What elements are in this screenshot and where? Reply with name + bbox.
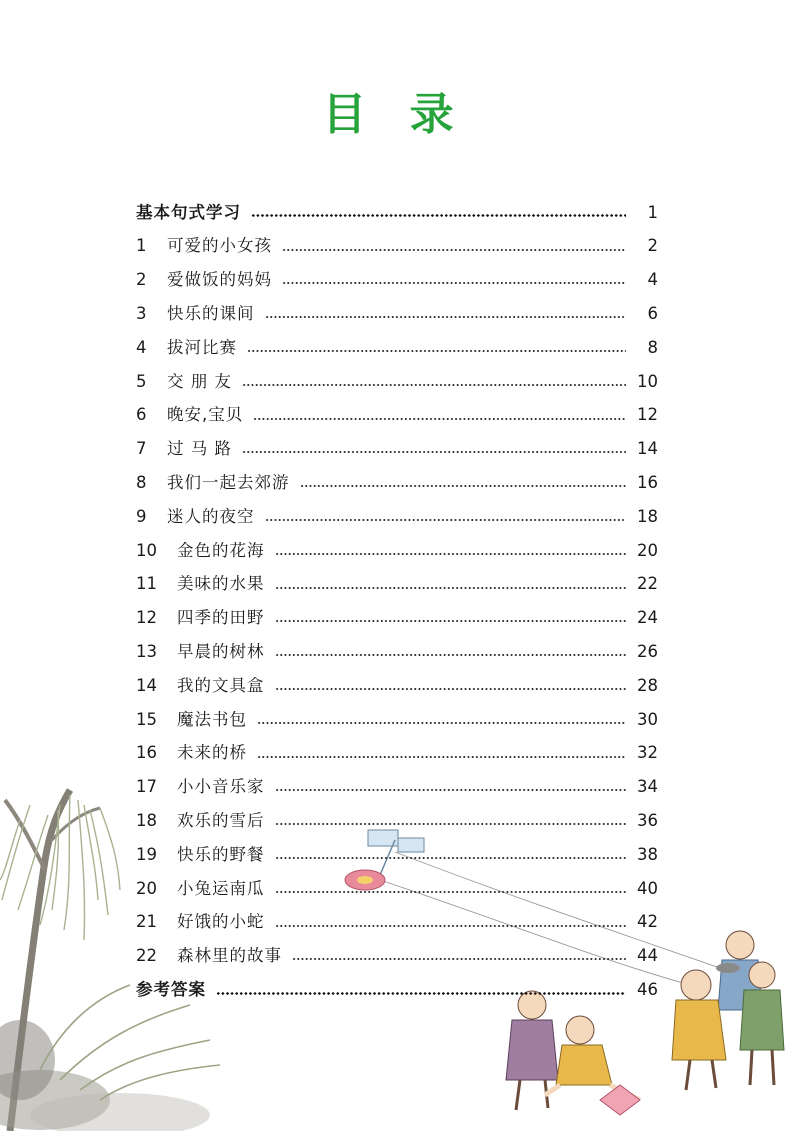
- leader-dots: [275, 789, 627, 791]
- toc-page-number: 32: [637, 743, 658, 763]
- toc-page-number: 40: [637, 878, 658, 898]
- toc-row[interactable]: [136, 568, 658, 602]
- leader-dots: [275, 857, 627, 859]
- toc-label: 魔法书包: [177, 709, 247, 729]
- toc-page-number: 1: [647, 202, 658, 222]
- toc-page-number: 44: [637, 946, 658, 966]
- toc-row[interactable]: [136, 940, 658, 974]
- toc-page-number: 30: [637, 709, 658, 729]
- leader-dots: [275, 891, 627, 893]
- toc-number: 7: [136, 439, 147, 459]
- toc-number: 6: [136, 405, 147, 425]
- toc-label: 我的文具盒: [177, 675, 265, 695]
- toc-row[interactable]: [136, 297, 658, 331]
- toc-number: 19: [136, 844, 157, 864]
- toc-label: 好饿的小蛇: [177, 912, 265, 932]
- toc-row[interactable]: [136, 906, 658, 940]
- toc-number: 10: [136, 540, 157, 560]
- toc-label: 早晨的树林: [177, 642, 265, 661]
- page-title: 目 录: [322, 89, 468, 140]
- toc-page-number: 36: [637, 810, 658, 830]
- toc-row[interactable]: [136, 771, 658, 805]
- toc-number: 3: [136, 304, 147, 324]
- toc-row[interactable]: [136, 196, 658, 230]
- toc-page-number: 12: [637, 405, 658, 425]
- toc-row[interactable]: [136, 703, 658, 737]
- toc-row[interactable]: [136, 433, 658, 467]
- toc-row[interactable]: [136, 602, 658, 636]
- toc-page-number: 6: [647, 304, 658, 324]
- leader-dots: [282, 249, 626, 251]
- leader-dots: [247, 350, 626, 352]
- toc-row[interactable]: [136, 838, 658, 872]
- toc-label: 小小音乐家: [177, 777, 265, 797]
- toc-label: 拔河比赛: [167, 337, 237, 357]
- toc-page-number: 16: [637, 473, 658, 493]
- toc-label: 四季的田野: [177, 608, 265, 628]
- toc-label: 未来的桥: [177, 743, 247, 763]
- toc-row[interactable]: [136, 804, 658, 838]
- toc-number: 11: [136, 574, 157, 594]
- toc-row[interactable]: [136, 399, 658, 433]
- leader-dots: [242, 384, 626, 386]
- toc-number: 22: [136, 946, 157, 966]
- toc-row[interactable]: [136, 635, 658, 669]
- leader-dots: [257, 756, 626, 758]
- toc-number: 13: [136, 642, 157, 661]
- leader-dots: [292, 958, 626, 960]
- leader-dots: [282, 282, 626, 284]
- toc-label: 基本句式学习: [136, 202, 241, 222]
- toc-label: 交 朋 友: [167, 371, 232, 391]
- toc-label: 参考答案: [136, 979, 206, 999]
- leader-dots: [275, 587, 627, 589]
- leader-dots: [265, 519, 627, 521]
- toc-row[interactable]: [136, 331, 658, 365]
- leader-dots: [275, 654, 627, 656]
- leader-dots: [216, 992, 626, 995]
- toc-row[interactable]: [136, 872, 658, 906]
- leader-dots: [275, 823, 627, 825]
- toc-number: 17: [136, 777, 157, 797]
- toc-number: 1: [136, 236, 147, 256]
- leader-dots: [300, 485, 627, 487]
- toc-number: 15: [136, 709, 157, 729]
- toc-number: 12: [136, 608, 157, 628]
- toc-row[interactable]: [136, 500, 658, 534]
- table-of-contents: [136, 196, 658, 1007]
- toc-page-number: 28: [637, 675, 658, 695]
- toc-page-number: 38: [637, 844, 658, 864]
- toc-number: 9: [136, 506, 147, 526]
- toc-label: 迷人的夜空: [167, 506, 255, 526]
- toc-number: 2: [136, 270, 147, 290]
- toc-row[interactable]: [136, 264, 658, 298]
- toc-label: 小兔运南瓜: [177, 878, 265, 898]
- leader-dots: [257, 722, 626, 724]
- toc-page-number: 10: [637, 371, 658, 391]
- toc-page-number: 2: [647, 236, 658, 256]
- toc-page-number: 26: [637, 642, 658, 661]
- toc-page-number: 24: [637, 608, 658, 628]
- toc-label: 我们一起去郊游: [167, 473, 290, 493]
- toc-label: 快乐的课间: [167, 304, 255, 324]
- toc-label: 晚安,宝贝: [167, 405, 244, 425]
- toc-label: 快乐的野餐: [177, 844, 265, 864]
- leader-dots: [253, 418, 626, 420]
- toc-number: 16: [136, 743, 157, 763]
- toc-row[interactable]: [136, 669, 658, 703]
- toc-number: 5: [136, 371, 147, 391]
- toc-number: 8: [136, 473, 147, 493]
- leader-dots: [275, 620, 627, 622]
- toc-label: 可爱的小女孩: [167, 236, 272, 256]
- toc-label: 森林里的故事: [177, 946, 282, 966]
- toc-page-number: 8: [647, 337, 658, 357]
- toc-row[interactable]: [136, 737, 658, 771]
- toc-number: 18: [136, 810, 157, 830]
- toc-row[interactable]: [136, 365, 658, 399]
- toc-row[interactable]: [136, 466, 658, 500]
- toc-label: 过 马 路: [167, 439, 232, 459]
- toc-page-number: 14: [637, 439, 658, 459]
- toc-row[interactable]: [136, 534, 658, 568]
- leader-dots: [242, 451, 626, 453]
- toc-number: 14: [136, 675, 157, 695]
- toc-page-number: 42: [637, 912, 658, 932]
- toc-label: 美味的水果: [177, 574, 265, 594]
- toc-row[interactable]: [136, 973, 658, 1007]
- leader-dots: [275, 553, 627, 555]
- toc-number: 21: [136, 912, 157, 932]
- toc-page-number: 34: [637, 777, 658, 797]
- toc-number: 20: [136, 878, 157, 898]
- toc-label: 欢乐的雪后: [177, 810, 265, 830]
- toc-page-number: 46: [637, 979, 658, 999]
- toc-page-number: 22: [637, 574, 658, 594]
- leader-dots: [275, 925, 627, 927]
- toc-label: 爱做饭的妈妈: [167, 270, 272, 290]
- toc-page-number: 18: [637, 506, 658, 526]
- toc-page-number: 20: [637, 540, 658, 560]
- leader-dots: [265, 316, 627, 318]
- leader-dots: [275, 688, 627, 690]
- toc-label: 金色的花海: [177, 540, 265, 560]
- toc-row[interactable]: [136, 230, 658, 264]
- toc-page-number: 4: [647, 270, 658, 290]
- toc-number: 4: [136, 337, 147, 357]
- leader-dots: [251, 214, 626, 217]
